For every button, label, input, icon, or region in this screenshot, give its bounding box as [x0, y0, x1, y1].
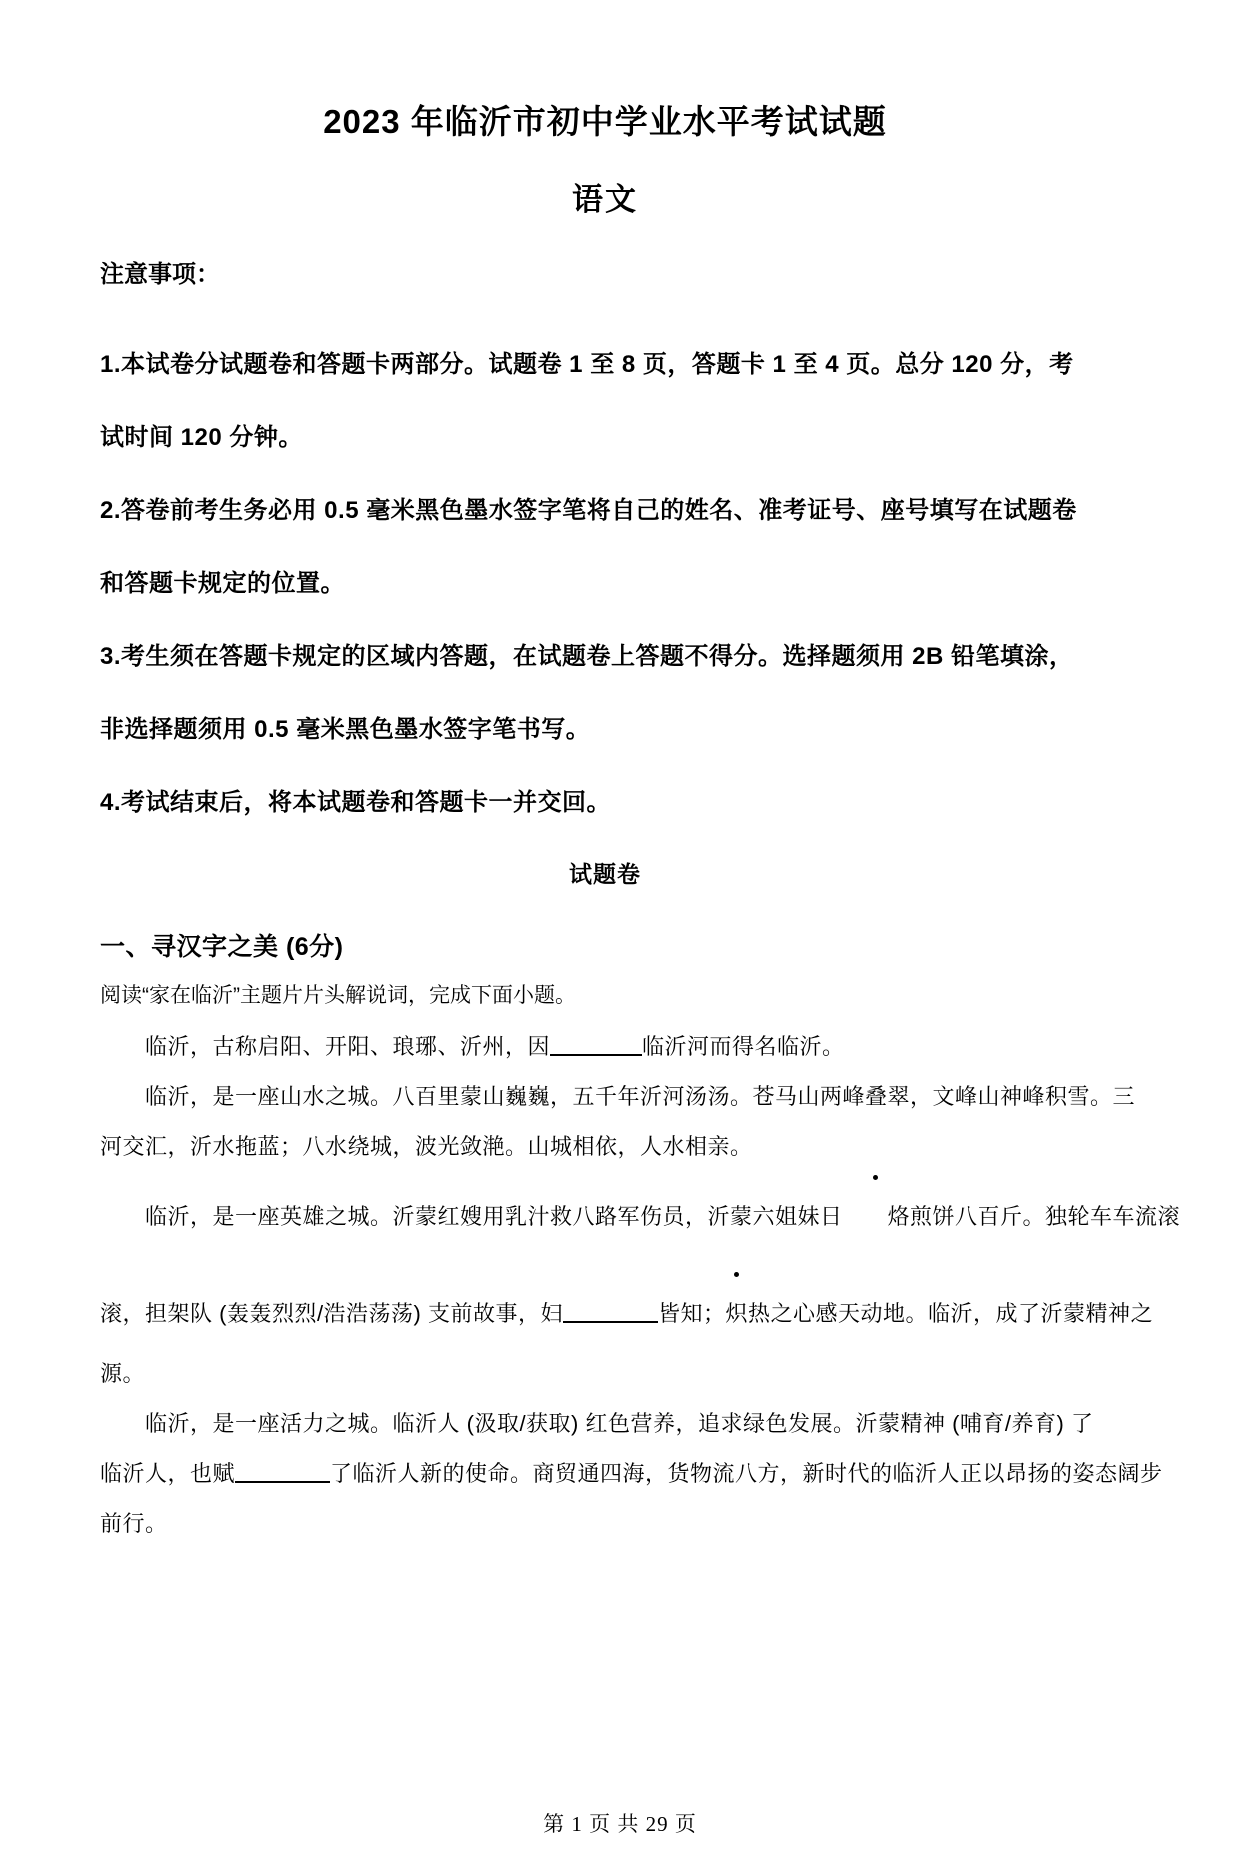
- exam-page-content: [100, 100, 1181, 1549]
- text-segment: 临沂，古称启阳、开阳、琅琊、沂州，因: [145, 1034, 551, 1059]
- paragraph-landscape-line-2: 河交汇，沂水拖蓝；八水绕城，波光敛滟。山城相依，人水相亲。: [100, 1134, 753, 1159]
- fill-in-blank: [563, 1301, 658, 1323]
- paragraph-hero-line-3: 源。: [100, 1361, 146, 1386]
- notice-line-1a: 1.本试卷分试题卷和答题卡两部分。试题卷 1 至 8 页，答题卡 1 至 4 页。总分 120 分，考: [100, 351, 1074, 378]
- page-title: 2023 年临沂市初中学业水平考试试题: [323, 103, 887, 140]
- text-segment: 临沂河而得名临沂。: [642, 1034, 845, 1059]
- text-segment: 煎饼八百斤。独轮车车流滚: [910, 1204, 1181, 1229]
- paragraph-vitality-city: [100, 1399, 1163, 1549]
- fill-in-blank: [550, 1034, 642, 1056]
- section1-heading: 一、寻汉字之美 (6分): [100, 933, 344, 961]
- text-segment: 临沂，是一座英雄之城。沂蒙红嫂用乳汁救八路军伤员，沂蒙六姐妹日: [145, 1204, 843, 1229]
- text-segment: 热之心感天动地。临沂，成了沂蒙精神之: [748, 1301, 1154, 1326]
- notice-line-2b: 和答题卡规定的位置。: [100, 570, 345, 597]
- text-segment: 滚，担架队 (轰轰烈烈/浩浩荡荡) 支前故事，妇: [100, 1301, 563, 1326]
- paragraph-vitality-line-1: 临沂，是一座活力之城。临沂人 (汲取/获取) 红色营养，追求绿色发展。沂蒙精神 (哺育/养育) 了: [145, 1411, 1094, 1436]
- paragraph-landscape-city: [100, 1072, 1136, 1172]
- page-footer: 第 1 页 共 29 页: [543, 1812, 697, 1836]
- emphasis-dot-char: 炽: [726, 1289, 749, 1339]
- notice-heading: 注意事项：: [100, 261, 220, 288]
- paragraph-hero-line-1: [100, 1192, 1181, 1242]
- notice-line-4: 4.考试结束后，将本试题卷和答题卡一并交回。: [100, 789, 612, 816]
- paragraph-hero-line-2: [100, 1289, 1154, 1339]
- notice-line-3a: 3.考生须在答题卡规定的区域内答题，在试题卷上答题不得分。选择题须用 2B 铅笔填涂，: [100, 643, 1074, 670]
- text-segment: 临沂人，也赋: [100, 1461, 236, 1486]
- subject-title: 语文: [572, 182, 638, 217]
- section1-intro: 阅读“家在临沂”主题片片头解说词，完成下面小题。: [100, 984, 576, 1007]
- text-segment: 了临沂人新的使命。商贸通四海，货物流八方，新时代的临沂人正以昂扬的姿态阔步: [330, 1461, 1163, 1486]
- text-segment: 皆知；: [658, 1301, 726, 1326]
- paragraph-landscape-line-1: 临沂，是一座山水之城。八百里蒙山巍巍，五千年沂河汤汤。苍马山两峰叠翠，文峰山神峰积雪。三: [145, 1084, 1136, 1109]
- paragraph-hero-city: [100, 1192, 1181, 1399]
- notice-line-1b: 试时间 120 分钟。: [100, 424, 303, 451]
- paragraph-vitality-line-2: [100, 1449, 1163, 1499]
- notice-list: [100, 328, 1110, 839]
- emphasis-dot-char: 烙: [843, 1192, 911, 1242]
- paper-section-label: 试题卷: [569, 861, 641, 887]
- notice-line-3b: 非选择题须用 0.5 毫米黑色墨水签字笔书写。: [100, 716, 591, 743]
- paragraph-city-name: [100, 1022, 1110, 1072]
- notice-line-2a: 2.答卷前考生务必用 0.5 毫米黑色墨水签字笔将自己的姓名、准考证号、座号填写在试题卷: [100, 497, 1077, 524]
- fill-in-blank: [235, 1461, 330, 1483]
- paragraph-vitality-line-3: 前行。: [100, 1511, 168, 1536]
